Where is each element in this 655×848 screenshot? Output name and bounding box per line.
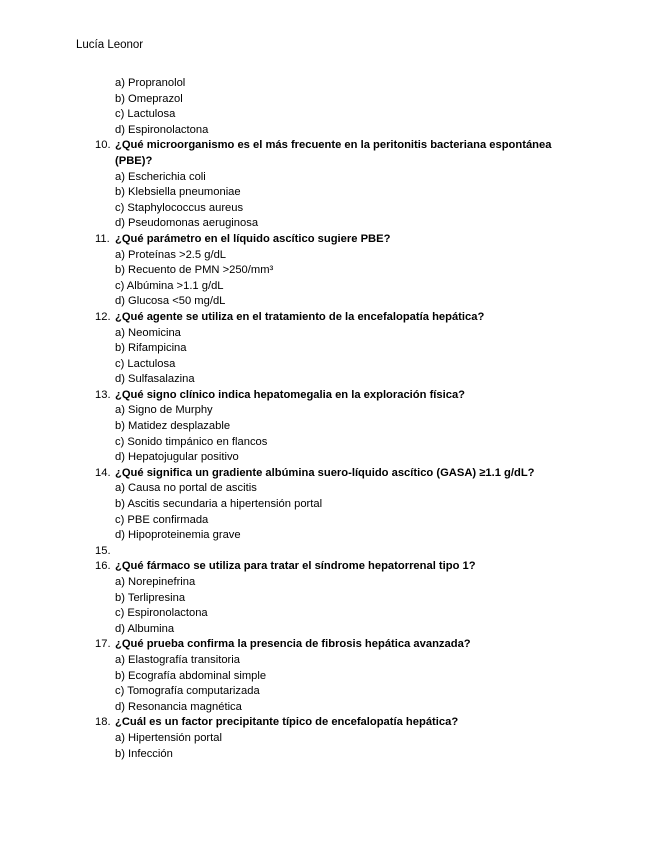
question-18: [0, 715, 580, 731]
answer-option: b) Matidez desplazable: [115, 420, 231, 433]
answer-option: c) Lactulosa: [115, 108, 176, 121]
answer-option: a) Proteínas >2.5 g/dL: [115, 248, 227, 261]
question-number: 16.: [95, 560, 111, 573]
answer-option: d) Resonancia magnética: [115, 700, 242, 713]
answer-option: b) Infección: [115, 747, 173, 760]
answer-option: c) Albúmina >1.1 g/dL: [115, 279, 224, 292]
question-text: ¿Qué prueba confirma la presencia de fibrosis hepática avanzada?: [115, 638, 471, 651]
answer-option: b) Rifampicina: [115, 342, 187, 355]
question-text: ¿Qué parámetro en el líquido ascítico sugiere PBE?: [115, 232, 391, 245]
question-17: [0, 637, 580, 653]
answer-option: a) Causa no portal de ascitis: [115, 482, 257, 495]
question-number: 13.: [95, 388, 111, 401]
answer-option: c) PBE confirmada: [115, 513, 209, 526]
question-text: ¿Qué agente se utiliza en el tratamiento de la encefalopatía hepática?: [115, 310, 485, 323]
answer-option: c) Lactulosa: [115, 357, 176, 370]
question-number: 17.: [95, 638, 111, 651]
answer-option: c) Tomografía computarizada: [115, 685, 260, 698]
question-text: ¿Cuál es un factor precipitante típico de encefalopatía hepática?: [115, 716, 459, 729]
answer-option: b) Ascitis secundaria a hipertensión portal: [115, 498, 323, 511]
question-number: 15.: [95, 544, 111, 557]
answer-option: d) Albumina: [115, 622, 175, 635]
question-13: [0, 388, 580, 404]
answer-option: b) Klebsiella pneumoniae: [115, 186, 241, 199]
question-12: [0, 310, 580, 326]
question-16: [0, 559, 580, 575]
question-list: [0, 76, 655, 762]
question-text: ¿Qué significa un gradiente albúmina suero-líquido ascítico (GASA) ≥1.1 g/dL?: [115, 466, 535, 479]
answer-option: a) Propranolol: [115, 77, 186, 89]
answer-option: c) Espironolactona: [115, 607, 208, 620]
answer-option: c) Staphylococcus aureus: [115, 201, 244, 214]
question-11: [0, 232, 580, 248]
answer-option: d) Hipoproteinemia grave: [115, 529, 241, 542]
question-text: ¿Qué fármaco se utiliza para tratar el síndrome hepatorrenal tipo 1?: [115, 560, 476, 573]
answer-option: a) Norepinefrina: [115, 576, 196, 588]
answer-option: d) Glucosa <50 mg/dL: [115, 295, 226, 308]
answer-option: a) Neomicina: [115, 326, 181, 339]
question-10: [0, 138, 580, 169]
answer-option: a) Signo de Murphy: [115, 404, 213, 417]
answer-option: d) Espironolactona: [115, 123, 209, 136]
question-number: 18.: [95, 716, 111, 729]
answer-option: c) Sonido timpánico en flancos: [115, 435, 268, 448]
answer-option: b) Omeprazol: [115, 92, 183, 105]
question-number: 12.: [95, 310, 111, 323]
question-number: 10.: [95, 139, 111, 152]
question-number: 14.: [95, 466, 111, 479]
question-text: ¿Qué microorganismo es el más frecuente en la peritonitis bacteriana espontánea (PBE)?: [115, 139, 552, 167]
answer-option: a) Elastografía transitoria: [115, 653, 240, 666]
answer-option: b) Recuento de PMN >250/mm³: [115, 264, 274, 277]
question-number: 11.: [95, 232, 110, 245]
answer-option: d) Pseudomonas aeruginosa: [115, 217, 259, 230]
question-text: ¿Qué signo clínico indica hepatomegalia en la exploración física?: [115, 388, 466, 401]
question-14: [0, 466, 580, 482]
author-name: Lucía Leonor: [76, 39, 144, 51]
answer-option: b) Terlipresina: [115, 591, 186, 604]
answer-option: d) Sulfasalazina: [115, 373, 195, 386]
answer-option: a) Escherichia coli: [115, 170, 206, 183]
answer-option: a) Hipertensión portal: [115, 731, 222, 744]
question-15: [0, 544, 580, 560]
answer-option: d) Hepatojugular positivo: [115, 451, 239, 464]
answer-option: b) Ecografía abdominal simple: [115, 669, 267, 682]
